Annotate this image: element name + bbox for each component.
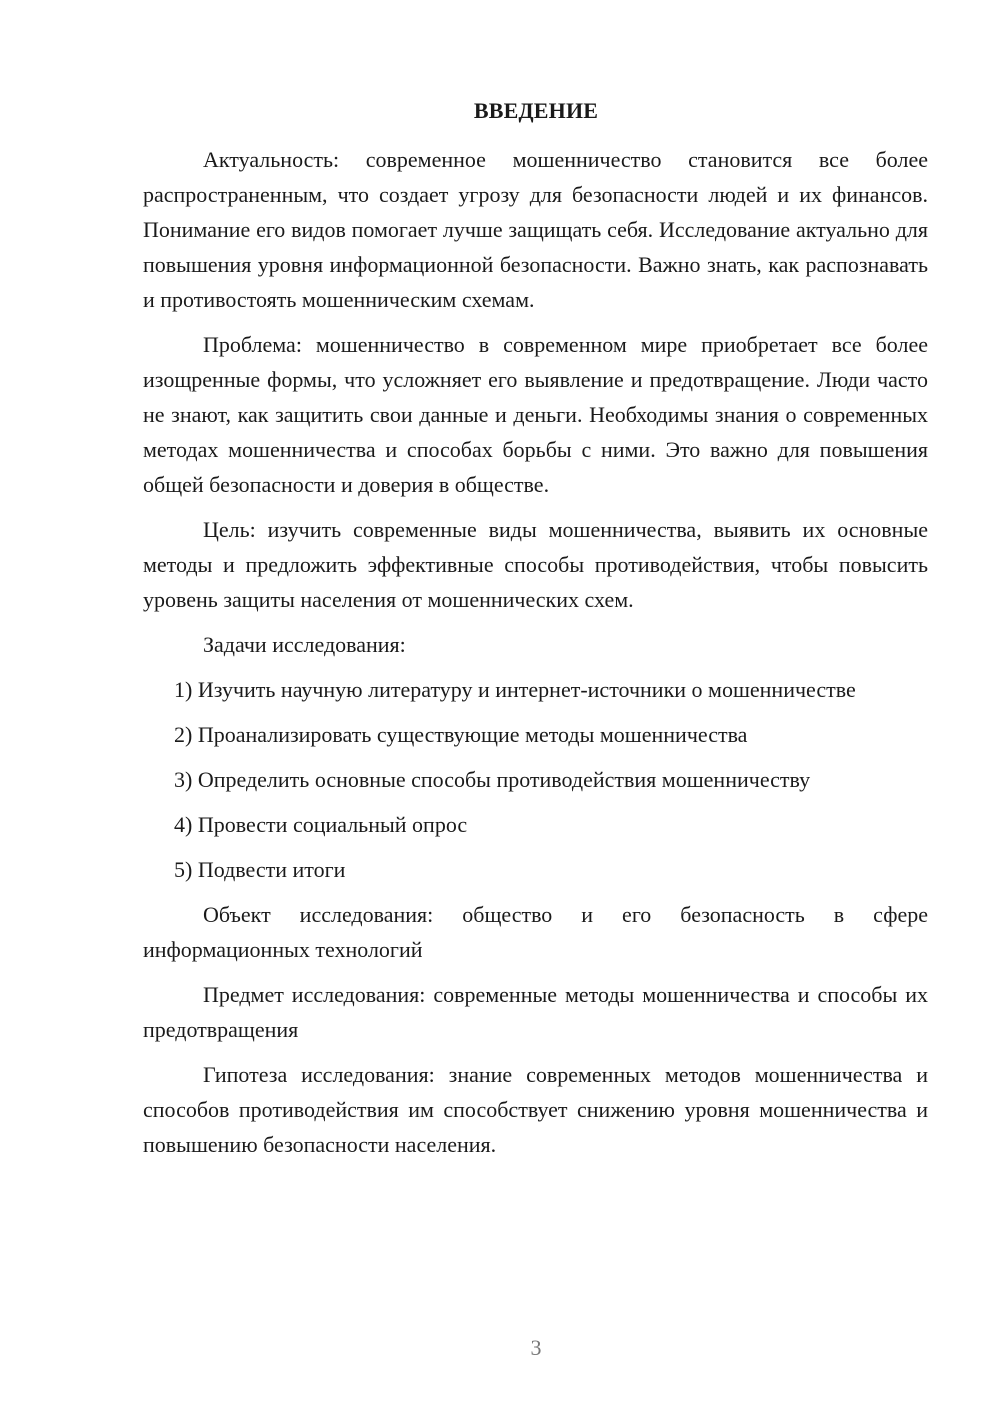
paragraph-goal: Цель: изучить современные виды мошенничества, выявить их основные методы и предложить эффективные способы противодействия, чтобы повысить уровень защиты населения от мошеннических схем. bbox=[143, 517, 928, 612]
task-item-5: 5) Подвести итоги bbox=[174, 857, 346, 882]
paragraph-hypothesis: Гипотеза исследования: знание современных методов мошенничества и способов противодействия им способствует снижению уровня мошенничества и повышению безопасности населения. bbox=[143, 1062, 928, 1157]
paragraph-subject: Предмет исследования: современные методы мошенничества и способы их предотвращения bbox=[143, 982, 928, 1042]
task-item-3: 3) Определить основные способы противодействия мошенничеству bbox=[174, 767, 811, 792]
paragraph-relevance: Актуальность: современное мошенничество становится все более распространенным, что создает угрозу для безопасности людей и их финансов. Понимание его видов помогает лучше защищать себя. Исследование актуально для повышения уровня информационной безопасности. Важно знать, как распознавать и противостоять мошенническим схемам. bbox=[143, 147, 928, 312]
task-item-4: 4) Провести социальный опрос bbox=[174, 812, 468, 837]
document-body bbox=[143, 142, 928, 1172]
task-item-2: 2) Проанализировать существующие методы мошенничества bbox=[174, 722, 748, 747]
paragraph-object: Объект исследования: общество и его безопасность в сфере информационных технологий bbox=[143, 902, 928, 962]
page-title: ВВЕДЕНИЕ bbox=[473, 98, 599, 123]
paragraph-tasks-heading: Задачи исследования: bbox=[203, 632, 406, 657]
paragraph-problem: Проблема: мошенничество в современном мире приобретает все более изощренные формы, что усложняет его выявление и предотвращение. Люди часто не знают, как защитить свои данные и деньги. Необходимы знания о современных методах мошенничества и способах борьбы с ними. Это важно для повышения общей безопасности и доверия в обществе. bbox=[143, 332, 928, 497]
task-item-1: 1) Изучить научную литературу и интернет-источники о мошенничестве bbox=[174, 677, 856, 702]
page-number: 3 bbox=[530, 1335, 542, 1360]
